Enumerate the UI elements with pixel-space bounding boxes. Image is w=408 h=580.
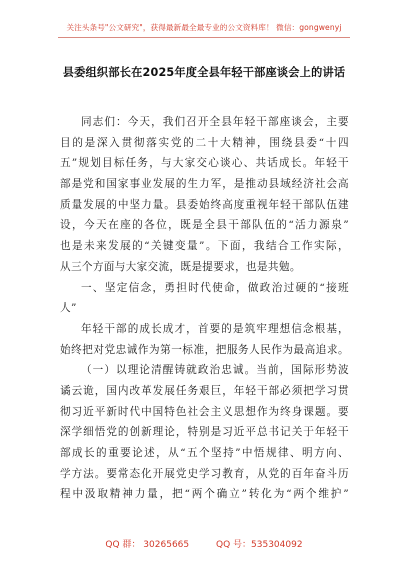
body-line: 年轻干部的成长成才，首要的是筑牢理想信念根基， <box>81 322 349 335</box>
body-line: 始终把对党忠诚作为第一标准，把服务人民作为最高追求。 <box>60 343 349 356</box>
section-heading-line: 一、坚定信念，勇担时代使命，做政治过硬的“接班 <box>81 281 349 294</box>
body-line: 同志们：今天，我们召开全县年轻干部座谈会，主要 <box>81 116 349 128</box>
body-line: （一）以理论清醒铸就政治忠诚。当前，国际形势波 <box>81 364 349 377</box>
body-line: 质量发展的中坚力量。县委始终高度重视年轻干部队伍建 <box>60 198 349 211</box>
section-heading-line: 人” <box>60 302 77 315</box>
footer-qq-group: QQ 群： 30265665 <box>105 540 190 550</box>
body-line: 程中汲取精神力量，把“两个确立”转化为“两个维护” <box>60 488 349 501</box>
footer-qq-number: QQ 号：535304092 <box>216 540 303 550</box>
body-line: 彻习近平新时代中国特色社会主义思想作为终身课题。要 <box>60 405 349 418</box>
body-line: 谲云诡，国内改革发展任务艰巨，年轻干部必须把学习贯 <box>60 384 349 397</box>
body-line: 深学细悟党的创新理论，特别是习近平总书记关于年轻干 <box>60 426 349 439</box>
body-line: 部成长的重要论述，从“五个坚持”中悟规律、明方向、 <box>60 447 349 459</box>
body-line: 五”规划目标任务，与大家交心谈心、共话成长。年轻干 <box>60 157 349 170</box>
body-line: 目的是深入贯彻落实党的二十大精神，围绕县委“十四 <box>60 136 349 149</box>
body-line: 也是未来发展的“关键变量”。下面，我结合工作实际， <box>60 240 349 253</box>
document-body <box>60 112 349 505</box>
body-line: 学方法。要常态化开展党史学习教育，从党的百年奋斗历 <box>60 467 349 480</box>
document-title: 县委组织部长在2025年度全县年轻干部座谈会上的讲话 <box>62 66 346 79</box>
footer-contact <box>0 537 408 550</box>
header-ad-text: 关注头条号"公文研究"，获得最新最全最专业的公文资料库！ 微信：gongwenyj <box>66 23 342 32</box>
body-line: 设，今天在座的各位，既是全县干部队伍的“活力源泉” <box>60 219 349 232</box>
body-line: 部是党和国家事业发展的生力军，是推动县域经济社会高 <box>60 178 349 191</box>
header-divider <box>58 37 350 38</box>
body-line: 从三个方面与大家交流，既是提要求，也是共勉。 <box>60 260 301 273</box>
